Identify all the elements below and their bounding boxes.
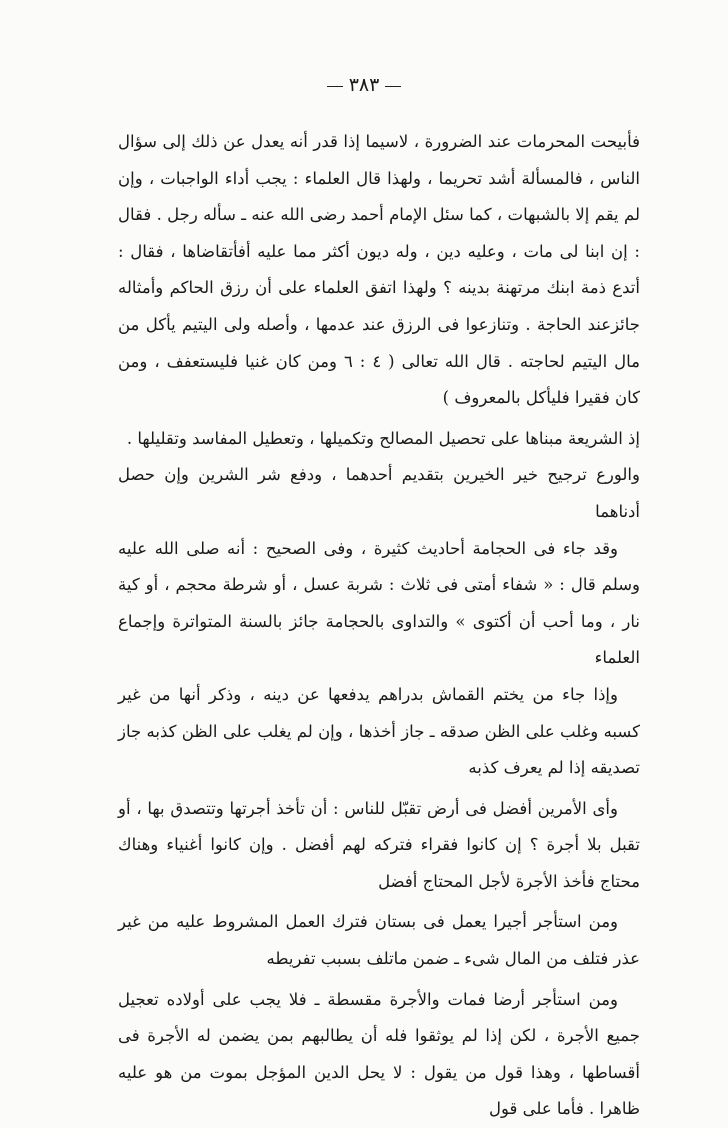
paragraph-sharia: إذ الشريعة مبناها على تحصيل المصالح وتكميلها ، وتعطيل المفاسد وتقليلها .	[126, 428, 640, 448]
paragraph-wara: والورع ترجيح خير الخيرين بتقديم أحدهما ، ودفع شر الشرين وإن حصل أدناهما	[118, 465, 640, 521]
paragraph-necessity: فأبيحت المحرمات عند الضرورة ، لاسيما إذا قدر أنه يعدل عن ذلك إلى سؤال الناس ، فالمسألة أشد تحريما ، ولهذا قال العلماء : يجب أداء الواجبات ، وإن لم يقم إلا بالشبهات ، كما سئل الإمام أحمد رضى الله عنه ـ سأله رجل . فقال : إن ابنا لى مات ، وعليه دين ، وله ديون أكثر مما عليه أفأتقاضاها ، فقال : أتدع ذمة ابنك مرتهنة بدينه ؟ ولهذا اتفق العلماء على أن رزق الحاكم وأمثاله جائزعند الحاجة . وتنازعوا فى الرزق عند عدمها ، وأصله ولى اليتيم يأكل من مال اليتيم لحاجته . قال الله تعالى ( ٤ : ٦ ومن كان غنيا فليستعفف ، ومن كان فقيرا فليأكل بالمعروف )	[118, 132, 640, 408]
page-number-dash-left	[327, 86, 343, 87]
paragraph-land-rent: وأى الأمرين أفضل فى أرض تقبّل للناس : أن تأخذ أجرتها وتتصدق بها ، أو تقبل بلا أجرة ؟ إن كانوا فقراء فتركه لهم أفضل . وإن كانوا أغنياء وهناك محتاج فأخذ الأجرة لأجل المحتاج أفضل	[118, 798, 640, 891]
page-number-dash-right	[385, 86, 401, 87]
paragraph-hijama: وقد جاء فى الحجامة أحاديث كثيرة ، وفى الصحيح : أنه صلى الله عليه وسلم قال : « شفاء أمتى فى ثلاث : شربة عسل ، أو شرطة محجم ، أو كية نار ، وما أحب أن أكتوى » والتداوى بالحجامة جائز بالسنة المتواترة وإجماع العلماء	[118, 538, 640, 668]
page-body	[118, 124, 640, 1128]
page-number	[0, 74, 728, 96]
paragraph-hired-worker: ومن استأجر أجيرا يعمل فى بستان فترك العمل المشروط عليه من غير عذر فتلف من المال شىء ـ ضمن ماتلف بسبب تفريطه	[118, 912, 640, 969]
paragraph-cloth-seal: وإذا جاء من يختم القماش بدراهم يدفعها عن دينه ، وذكر أنها من غير كسبه وغلب على الظن صدقه ـ جاز أخذها ، وإن لم يغلب على الظن كذبه جاز تصديقه إذا لم يعرف كذبه	[118, 684, 640, 778]
page-number-text: ٣٨٣	[348, 74, 380, 96]
paragraph-installments: ومن استأجر أرضا فمات والأجرة مقسطة ـ فلا يجب على أولاده تعجيل جميع الأجرة ، لكن إذا لم يوثقوا فله أن يطالبهم بمن يضمن له الأجرة فى أقساطها ، وهذا قول من يقول : لا يحل الدين المؤجل بموت من هو عليه ظاهرا . فأما على قول	[118, 989, 640, 1119]
